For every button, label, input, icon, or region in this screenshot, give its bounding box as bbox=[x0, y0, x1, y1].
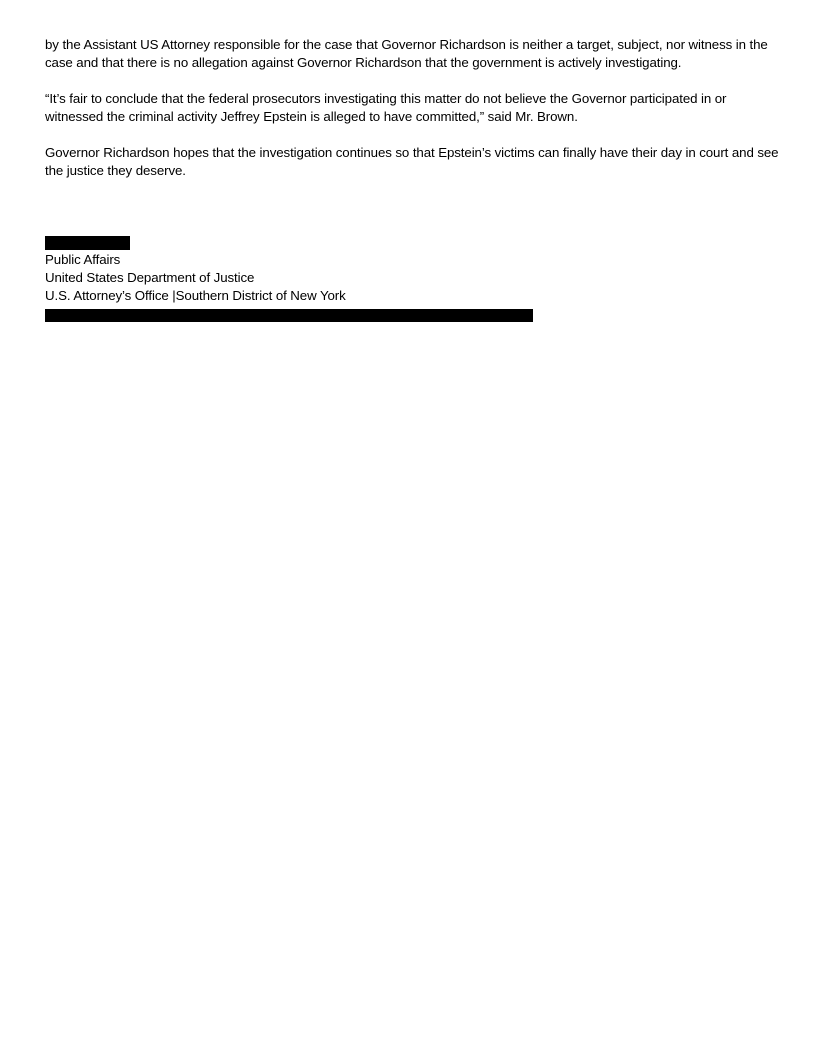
signature-department: Public Affairs bbox=[45, 252, 121, 267]
signature-agency: United States Department of Justice bbox=[45, 270, 255, 285]
paragraph-closing: Governor Richardson hopes that the investigation continues so that Epstein’s victims can finally have their day in court and see the justice they deserve. bbox=[45, 145, 779, 178]
signature-office: U.S. Attorney’s Office |Southern District of New York bbox=[45, 288, 346, 303]
paragraph-quote-brown: “It’s fair to conclude that the federal prosecutors investigating this matter do not believe the Governor participated in or witnessed the criminal activity Jeffrey Epstein is alleged to have committed,” said Mr. Brown. bbox=[45, 91, 727, 124]
paragraph-investigation-status: by the Assistant US Attorney responsible for the case that Governor Richardson is neither a target, subject, nor witness in the case and that there is no allegation against Governor Richardson that the government is actively investigating. bbox=[45, 37, 768, 70]
redacted-name-block bbox=[45, 236, 130, 250]
redacted-contact-block bbox=[45, 309, 533, 322]
